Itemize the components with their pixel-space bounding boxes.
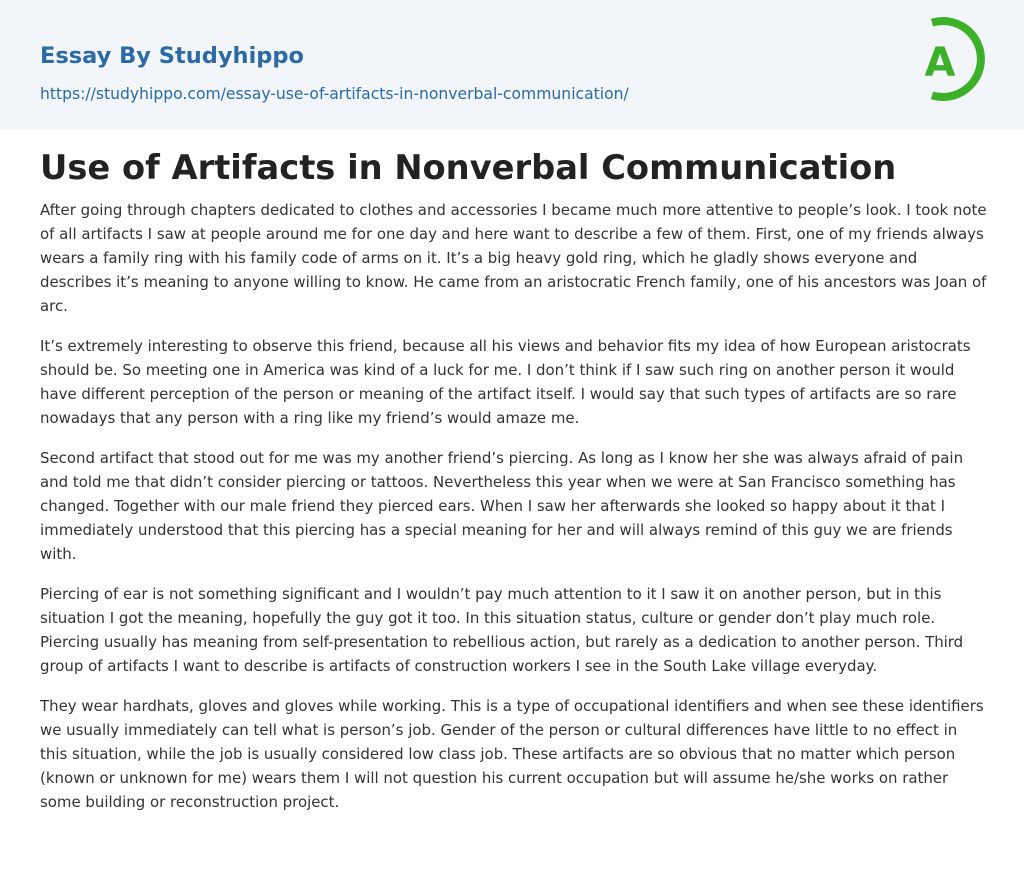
site-name[interactable]: Essay By Studyhippo xyxy=(40,43,304,69)
paragraph: They wear hardhats, gloves and gloves while working. This is a type of occupational identifiers and when see these identifiers we usually immediately can tell what is person’s job. Gender of the person or cultural differences have little to no effect in this situation, while the job is usually considered low class job. These artifacts are so obvious that no matter which person (known or unknown for me) wears them I will not question his current occupation but will assume he/she works on rather some building or reconstruction project. xyxy=(40,697,984,811)
studyhippo-a-logo-icon[interactable] xyxy=(910,16,990,106)
article xyxy=(40,140,988,830)
paragraph: It’s extremely interesting to observe this friend, because all his views and behavior fits my idea of how European aristocrats should be. So meeting one in America was kind of a luck for me. I don’t think if I saw such ring on another person it would have different perception of the person or meaning of the artifact itself. I would say that such types of artifacts are so rare nowadays that any person with a ring like my friend’s would amaze me. xyxy=(40,337,971,427)
paragraph: Second artifact that stood out for me was my another friend’s piercing. As long as I know her she was always afraid of pain and told me that didn’t consider piercing or tattoos. Nevertheless this year when we were at San Francisco something has changed. Together with our male friend they pierced ears. When I saw her afterwards she looked so happy about it that I immediately understood that this piercing has a special meaning for her and will always remind of this guy we are friends with. xyxy=(40,449,964,563)
page-title: Use of Artifacts in Nonverbal Communication xyxy=(40,148,897,187)
logo-letter: A xyxy=(924,40,956,86)
article-body xyxy=(40,198,988,814)
essay-url-link[interactable]: https://studyhippo.com/essay-use-of-artifacts-in-nonverbal-communication/ xyxy=(40,85,629,103)
paragraph: After going through chapters dedicated to clothes and accessories I became much more attentive to people’s look. I took note of all artifacts I saw at people around me for one day and here want to describe a few of them. First, one of my friends always wears a family ring with his family code of arms on it. It’s a big heavy gold ring, which he gladly shows everyone and describes it’s meaning to anyone willing to know. He came from an aristocratic French family, one of his ancestors was Joan of arc. xyxy=(40,201,987,315)
paragraph: Piercing of ear is not something significant and I wouldn’t pay much attention to it I saw it on another person, but in this situation I got the meaning, hopefully the guy got it too. In this situation status, culture or gender don’t play much role. Piercing usually has meaning from self-presentation to rebellious action, but rarely as a dedication to another person. Third group of artifacts I want to describe is artifacts of construction workers I see in the South Lake village everyday. xyxy=(40,585,964,675)
site-header xyxy=(0,0,1024,129)
